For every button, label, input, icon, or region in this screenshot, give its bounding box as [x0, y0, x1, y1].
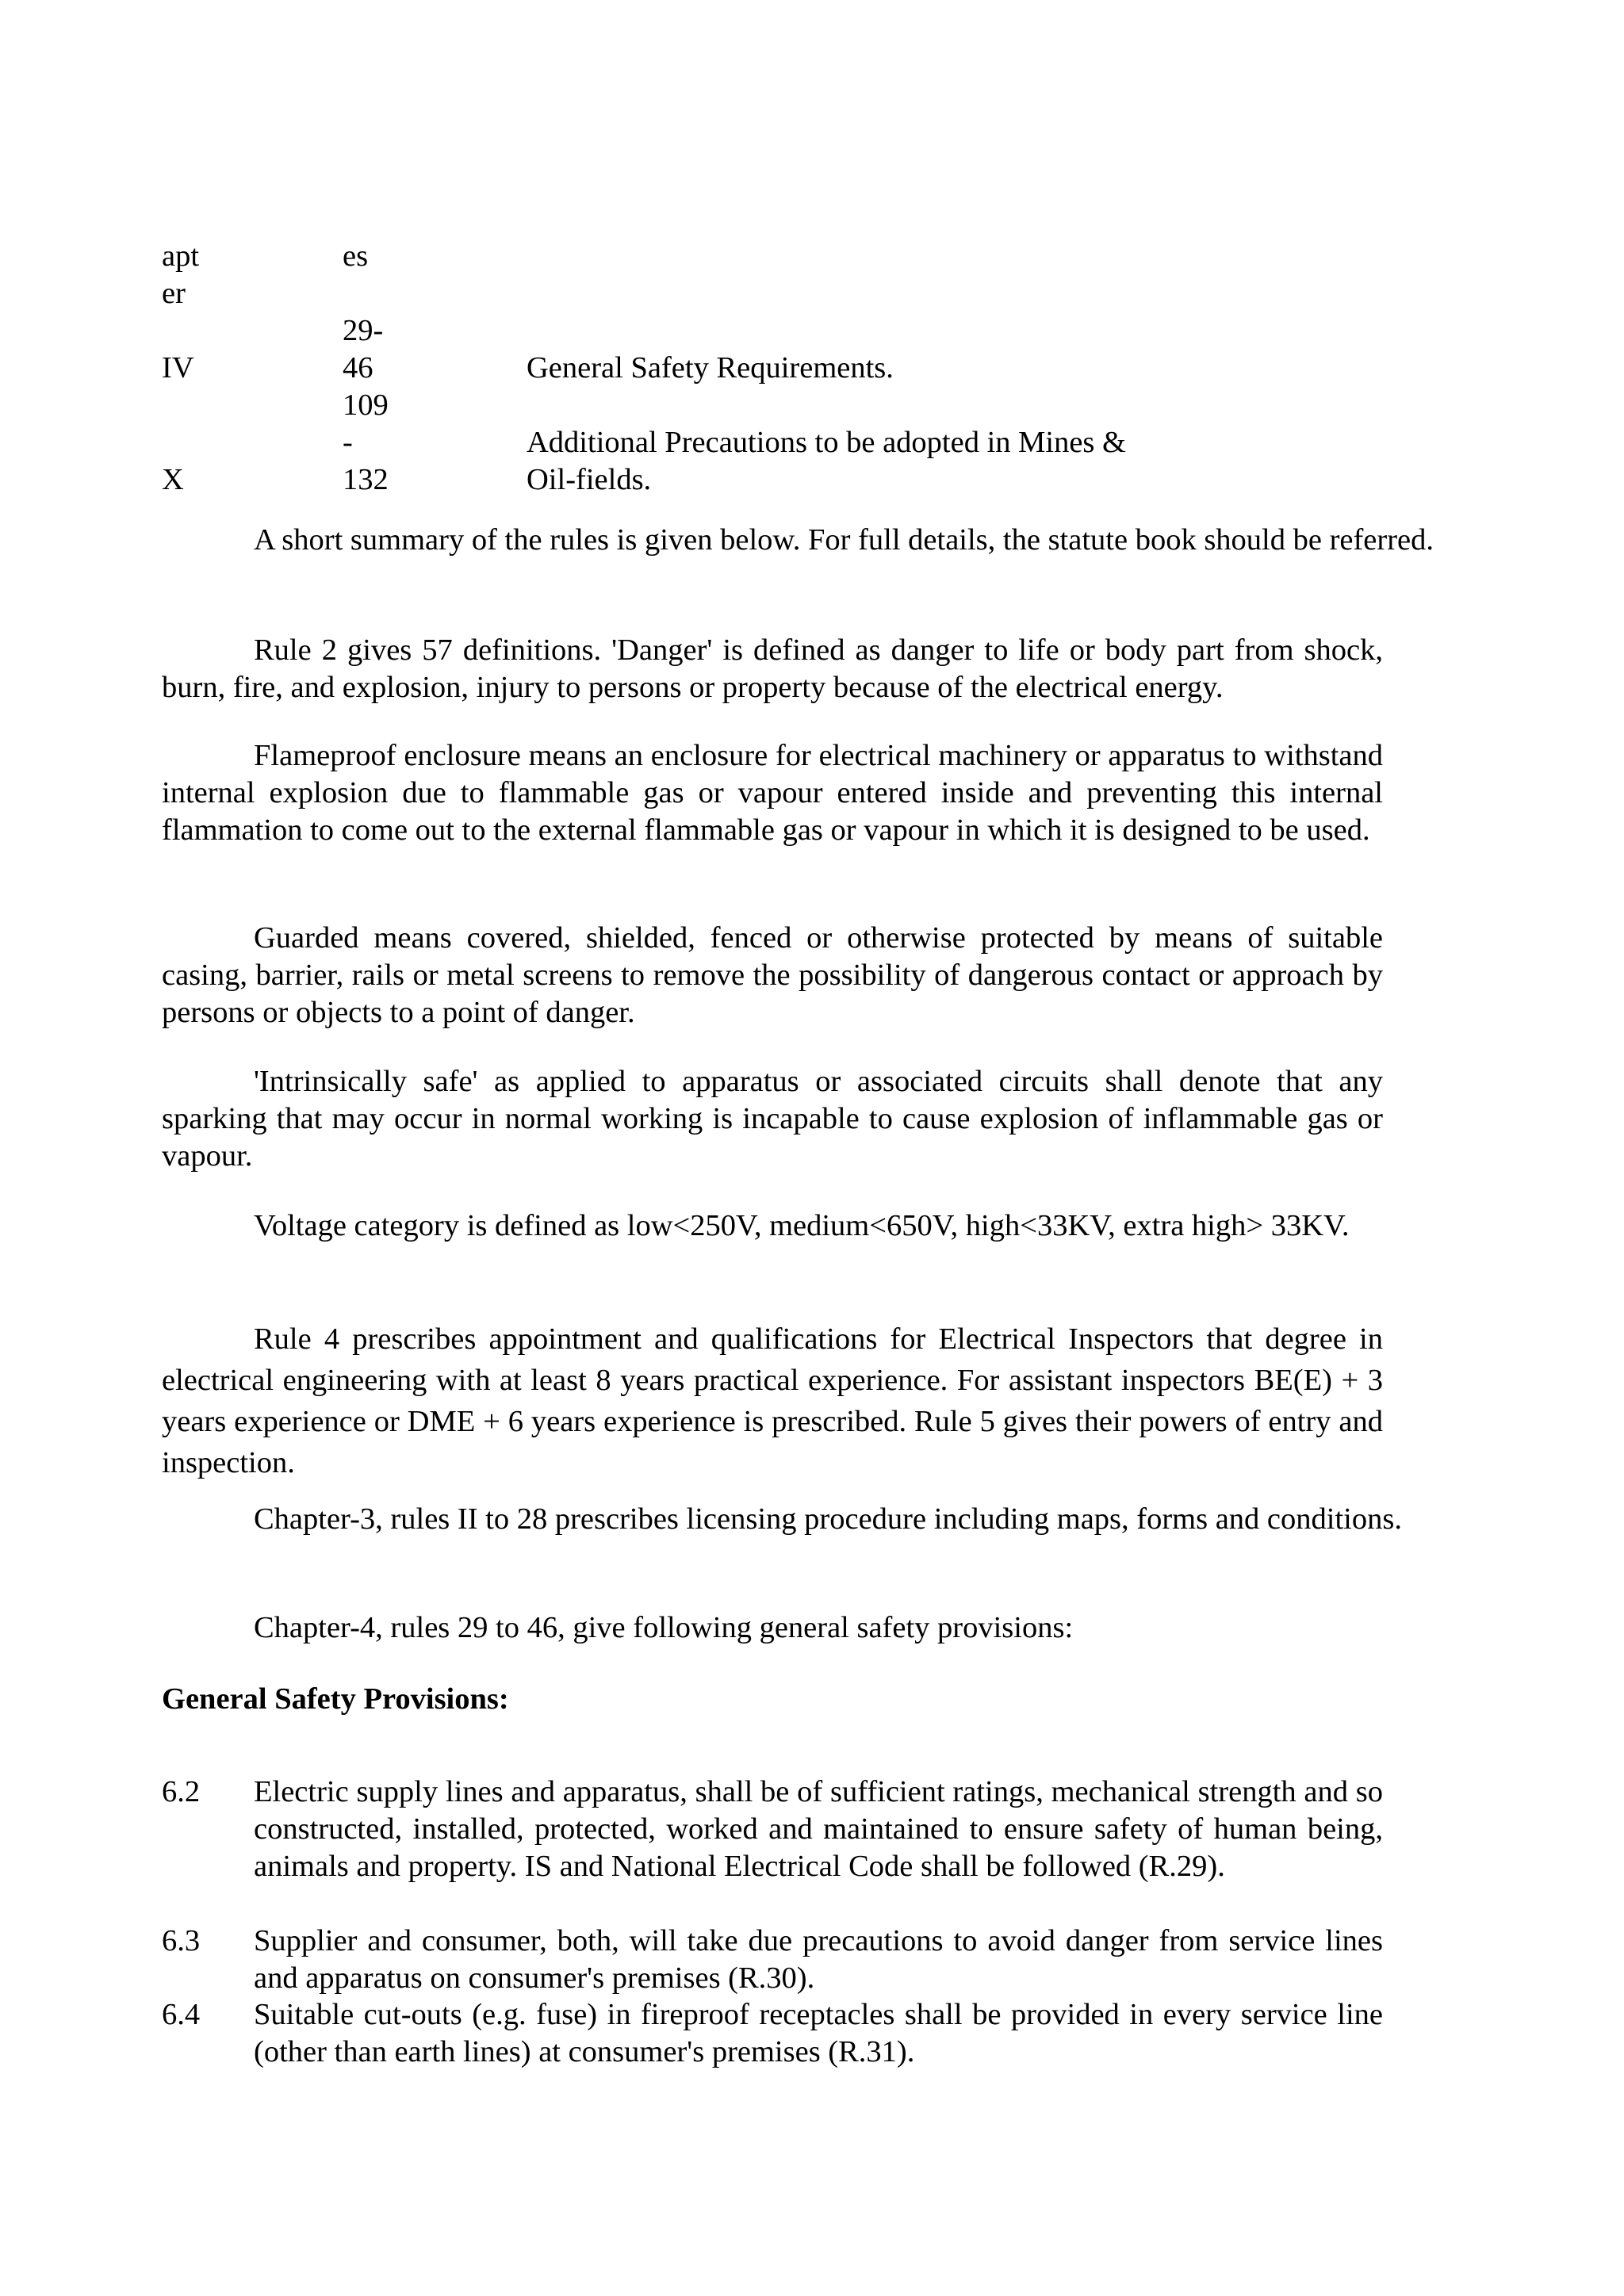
subject-cell: Additional Precautions to be adopted in Mines & — [527, 426, 1126, 459]
table-row — [162, 275, 1399, 312]
rule2-paragraph: Rule 2 gives 57 definitions. 'Danger' is defined as danger to life or body part from shock, burn, fire, and explosion, injury to persons or property because of the electrical energy. — [162, 633, 1383, 704]
rules-cell: 46 — [343, 351, 373, 385]
intrinsic-paragraph: 'Intrinsically safe' as applied to apparatus or associated circuits shall denote that any sparking that may occur in normal working is incapable to cause explosion of inflammable gas or vapour. — [162, 1065, 1383, 1173]
subject-cell: General Safety Requirements. — [527, 351, 894, 385]
provision-text: Suitable cut-outs (e.g. fuse) in fireproof receptacles shall be provided in every service line (other than earth lines) at consumer's premises (R.31). — [254, 1998, 1383, 2068]
provision-text: Supplier and consumer, both, will take due precautions to avoid danger from service lines and apparatus on consumer's premises (R.30). — [254, 1924, 1383, 1995]
provision-number: 6.3 — [162, 1924, 201, 1957]
list-item — [162, 1996, 1383, 2071]
chapter4-paragraph: Chapter-4, rules 29 to 46, give following general safety provisions: — [254, 1611, 1074, 1644]
provision-number: 6.4 — [162, 1998, 201, 2031]
provision-number: 6.2 — [162, 1775, 201, 1808]
rules-cell: - — [343, 426, 353, 459]
rules-cell: 109 — [343, 388, 389, 422]
table-row — [162, 424, 1399, 461]
table-row — [162, 387, 1399, 424]
rules-cell: es — [343, 239, 369, 273]
summary-paragraph: A short summary of the rules is given below. For full details, the statute book should be referred. — [254, 523, 1434, 557]
voltage-paragraph: Voltage category is defined as low<250V, medium<650V, high<33KV, extra high> 33KV. — [254, 1209, 1350, 1242]
table-row — [162, 312, 1399, 350]
rules-cell: 29- — [343, 314, 384, 347]
table-row — [162, 238, 1399, 275]
table-row — [162, 461, 1399, 499]
chapter-cell: apt — [162, 239, 200, 273]
provision-text: Electric supply lines and apparatus, shall be of sufficient ratings, mechanical strength and so constructed, installed, protected, worked and maintained to ensure safety of human being, animals and property. IS and National Electrical Code shall be followed (R.29). — [254, 1775, 1383, 1883]
list-item — [162, 1923, 1383, 1997]
flameproof-paragraph: Flameproof enclosure means an enclosure for electrical machinery or apparatus to withstand internal explosion due to flammable gas or vapour entered inside and preventing this internal flammation to come out to the external flammable gas or vapour in which it is designed to be used. — [162, 739, 1383, 847]
table-row — [162, 350, 1399, 387]
chapter3-paragraph: Chapter-3, rules II to 28 prescribes licensing procedure including maps, forms and conditions. — [254, 1502, 1402, 1536]
chapter-cell: IV — [162, 351, 194, 385]
list-item — [162, 1774, 1383, 1885]
chapter-cell: er — [162, 277, 186, 310]
section-heading: General Safety Provisions: — [162, 1682, 509, 1716]
guarded-paragraph: Guarded means covered, shielded, fenced or otherwise protected by means of suitable casing, barrier, rails or metal screens to remove the possibility of dangerous contact or approach by persons or objects to a point of danger. — [162, 921, 1383, 1029]
chapter-table — [162, 238, 1399, 499]
subject-cell: Oil-fields. — [527, 463, 652, 496]
rule4-paragraph: Rule 4 prescribes appointment and qualifications for Electrical Inspectors that degree in electrical engineering with at least 8 years practical experience. For assistant inspectors BE(E) + 3 years experience or DME + 6 years experience is prescribed. Rule 5 gives their powers of entry and inspection. — [162, 1322, 1383, 1479]
chapter-cell: X — [162, 463, 184, 496]
rules-cell: 132 — [343, 463, 389, 496]
